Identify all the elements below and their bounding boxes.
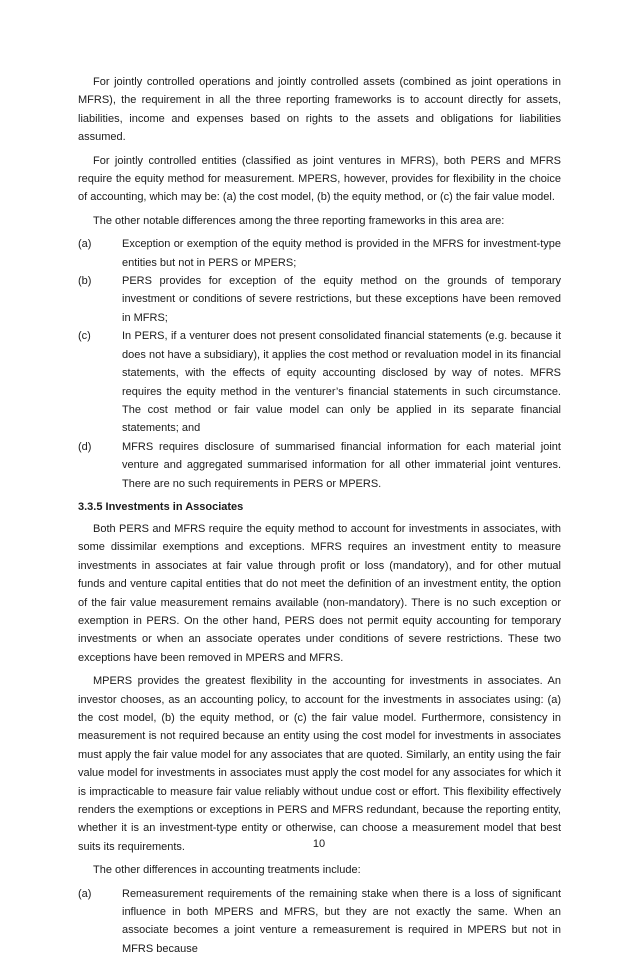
list-item-text: Remeasurement requirements of the remaining stake when there is a loss of significant influence in both MPERS and MFRS, but they are not exactly the same. When an associate becomes a joint venture a remeasurement is required in MPERS but not in MFRS because	[122, 887, 561, 955]
list-item-label: (a)	[78, 238, 92, 251]
list-item-text: Exception or exemption of the equity method is provided in the MFRS for investment-type entities but not in PERS or MPERS;	[122, 238, 561, 269]
list-item	[78, 272, 561, 327]
paragraph: Both PERS and MFRS require the equity method to account for investments in associates, with some dissimilar exemptions and exceptions. MFRS requires an investment entity to measure investments in associates at fair value through profit or loss (mandatory), and for other mutual funds and venture capital entities that do not meet the definition of an investment entity, the option of the fair value measurement remains available (non-mandatory). There is no such exception or exemption in PERS. On the other hand, PERS does not permit equity accounting for temporary investments or when an associate operates under conditions of severe restrictions. These two exceptions have been removed in MPERS and MFRS.	[78, 522, 561, 664]
page-body	[78, 73, 561, 963]
paragraph: MPERS provides the greatest flexibility in the accounting for investments in associates. An investor chooses, as an accounting policy, to account for the investments in associates using: (a) the cost model, (b) the equity method, or (c) the fair value model. Furthermore, consistency in measurement is not required because an entity using the cost model for investments in associates must apply the fair value model for any associates that are quoted. Similarly, an entity using the fair value model for investments in associates must apply the cost model for any associates for which it is impracticable to measure fair value reliably without undue cost or effort. This flexibility effectively renders the exemptions or exceptions in PERS and MFRS redundant, because the reporting entity, whether it is an investment-type entity or otherwise, can choose a measurement model that best suits its requirements.	[78, 675, 561, 853]
treatments-list	[78, 885, 561, 959]
paragraph: The other notable differences among the three reporting frameworks in this area are:	[93, 214, 505, 227]
differences-list	[78, 235, 561, 493]
list-item	[78, 235, 561, 272]
list-item	[78, 327, 561, 437]
list-item-label: (b)	[78, 275, 92, 288]
list-item-label: (a)	[78, 887, 92, 900]
list-item-label: (c)	[78, 330, 91, 343]
paragraph: For jointly controlled entities (classified as joint ventures in MFRS), both PERS and MFRS require the equity method for measurement. MPERS, however, provides for flexibility in the choice of accounting, which may be: (a) the cost model, (b) the equity method, or (c) the fair value model.	[78, 154, 561, 204]
list-item-text: In PERS, if a venturer does not present consolidated financial statements (e.g. because it does not have a subsidiary), it applies the cost method or revaluation model in its financial statements, with the effects of equity accounting disclosed by way of notes. MFRS requires the equity method in the venturer’s financial statements in such circumstance. The cost method or fair value model can only be applied in its separate financial statements; and	[122, 330, 561, 435]
paragraph: The other differences in accounting treatments include:	[93, 864, 361, 877]
list-item-label: (d)	[78, 440, 92, 453]
section-heading: 3.3.5 Investments in Associates	[78, 500, 244, 513]
page-number: 10	[312, 838, 326, 850]
paragraph: For jointly controlled operations and jointly controlled assets (combined as joint operations in MFRS), the requirement in all the three reporting frameworks is to account directly for assets, liabilities, income and expenses based on rights to the assets and obligations for liabilities assumed.	[78, 76, 561, 144]
list-item	[78, 438, 561, 493]
list-item-text: PERS provides for exception of the equity method on the grounds of temporary investment or conditions of severe restrictions, but these exceptions have been removed in MFRS;	[122, 275, 561, 324]
list-item	[78, 885, 561, 959]
list-item-text: MFRS requires disclosure of summarised financial information for each material joint venture and aggregated summarised information for all other immaterial joint ventures. There are no such requirements in PERS or MPERS.	[122, 440, 561, 490]
